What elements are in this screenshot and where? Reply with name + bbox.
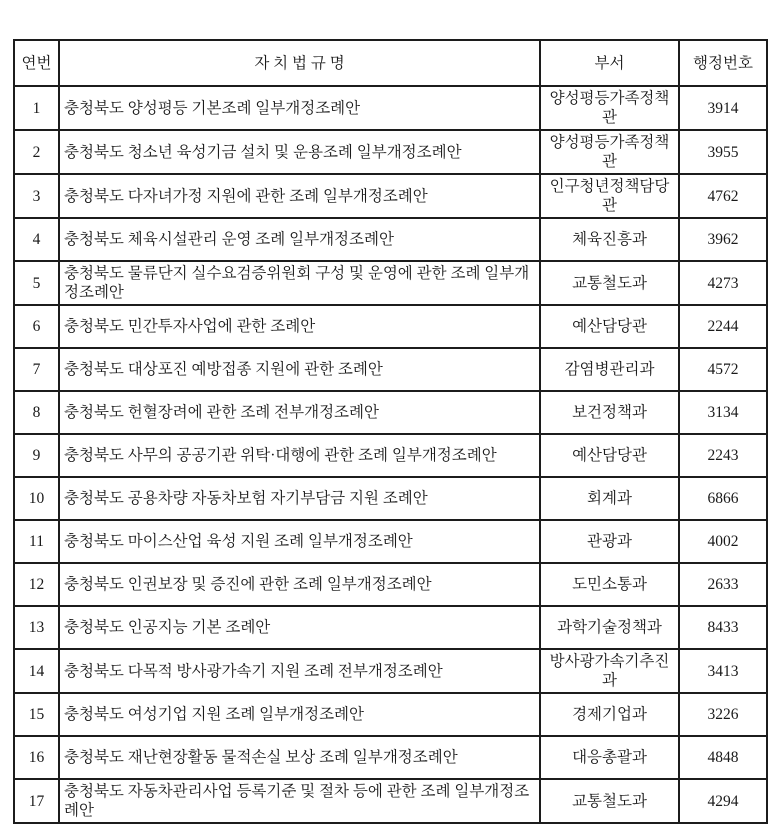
cell-regulation-name: 충청북도 체육시설관리 운영 조례 일부개정조례안	[59, 218, 540, 261]
table-row	[14, 563, 767, 606]
cell-department: 경제기업과	[540, 693, 679, 736]
cell-serial-no: 9	[14, 434, 59, 477]
cell-admin-number: 3955	[679, 130, 767, 174]
cell-serial-no: 13	[14, 606, 59, 649]
cell-regulation-name: 충청북도 마이스산업 육성 지원 조례 일부개정조례안	[59, 520, 540, 563]
cell-regulation-name: 충청북도 자동차관리사업 등록기준 및 절차 등에 관한 조례 일부개정조례안	[59, 779, 540, 823]
cell-regulation-name: 충청북도 인권보장 및 증진에 관한 조례 일부개정조례안	[59, 563, 540, 606]
table-row	[14, 520, 767, 563]
cell-department: 도민소통과	[540, 563, 679, 606]
cell-department: 관광과	[540, 520, 679, 563]
cell-regulation-name: 충청북도 다목적 방사광가속기 지원 조례 전부개정조례안	[59, 649, 540, 693]
cell-admin-number: 4762	[679, 174, 767, 218]
cell-admin-number: 3226	[679, 693, 767, 736]
cell-admin-number: 6866	[679, 477, 767, 520]
cell-regulation-name: 충청북도 여성기업 지원 조례 일부개정조례안	[59, 693, 540, 736]
cell-department: 교통철도과	[540, 779, 679, 823]
cell-regulation-name: 충청북도 양성평등 기본조례 일부개정조례안	[59, 86, 540, 130]
cell-department: 방사광가속기추진과	[540, 649, 679, 693]
header-admin-number: 행정번호	[679, 40, 767, 86]
table-row	[14, 130, 767, 174]
cell-department: 예산담당관	[540, 305, 679, 348]
table-row	[14, 174, 767, 218]
cell-department: 보건정책과	[540, 391, 679, 434]
cell-department: 체육진흥과	[540, 218, 679, 261]
cell-regulation-name: 충청북도 다자녀가정 지원에 관한 조례 일부개정조례안	[59, 174, 540, 218]
cell-serial-no: 12	[14, 563, 59, 606]
cell-regulation-name: 충청북도 공용차량 자동차보험 자기부담금 지원 조례안	[59, 477, 540, 520]
table-row	[14, 477, 767, 520]
cell-serial-no: 4	[14, 218, 59, 261]
table-row	[14, 348, 767, 391]
cell-regulation-name: 충청북도 인공지능 기본 조례안	[59, 606, 540, 649]
cell-serial-no: 5	[14, 261, 59, 305]
cell-department: 양성평등가족정책관	[540, 86, 679, 130]
table-row	[14, 736, 767, 779]
table-row	[14, 218, 767, 261]
cell-admin-number: 4294	[679, 779, 767, 823]
cell-department: 인구청년정책담당관	[540, 174, 679, 218]
table-row	[14, 305, 767, 348]
cell-admin-number: 3134	[679, 391, 767, 434]
table-row	[14, 606, 767, 649]
cell-regulation-name: 충청북도 대상포진 예방접종 지원에 관한 조례안	[59, 348, 540, 391]
cell-serial-no: 7	[14, 348, 59, 391]
regulations-table	[13, 39, 768, 824]
cell-serial-no: 16	[14, 736, 59, 779]
cell-regulation-name: 충청북도 물류단지 실수요검증위원회 구성 및 운영에 관한 조례 일부개정조례안	[59, 261, 540, 305]
cell-serial-no: 10	[14, 477, 59, 520]
cell-serial-no: 1	[14, 86, 59, 130]
table-row	[14, 86, 767, 130]
header-serial-no: 연번	[14, 40, 59, 86]
cell-serial-no: 3	[14, 174, 59, 218]
table-row	[14, 779, 767, 823]
cell-serial-no: 8	[14, 391, 59, 434]
cell-serial-no: 11	[14, 520, 59, 563]
table-row	[14, 391, 767, 434]
cell-serial-no: 17	[14, 779, 59, 823]
cell-admin-number: 2244	[679, 305, 767, 348]
cell-admin-number: 2633	[679, 563, 767, 606]
table-row	[14, 649, 767, 693]
cell-regulation-name: 충청북도 민간투자사업에 관한 조례안	[59, 305, 540, 348]
cell-admin-number: 8433	[679, 606, 767, 649]
table-body	[14, 86, 767, 823]
cell-admin-number: 3914	[679, 86, 767, 130]
cell-department: 대응총괄과	[540, 736, 679, 779]
cell-admin-number: 3962	[679, 218, 767, 261]
cell-admin-number: 4273	[679, 261, 767, 305]
cell-regulation-name: 충청북도 청소년 육성기금 설치 및 운용조례 일부개정조례안	[59, 130, 540, 174]
cell-admin-number: 3413	[679, 649, 767, 693]
cell-department: 감염병관리과	[540, 348, 679, 391]
cell-serial-no: 15	[14, 693, 59, 736]
cell-department: 과학기술정책과	[540, 606, 679, 649]
cell-admin-number: 4002	[679, 520, 767, 563]
table-row	[14, 261, 767, 305]
table-row	[14, 693, 767, 736]
cell-regulation-name: 충청북도 재난현장활동 물적손실 보상 조례 일부개정조례안	[59, 736, 540, 779]
cell-serial-no: 2	[14, 130, 59, 174]
table-header-row	[14, 40, 767, 86]
cell-admin-number: 4848	[679, 736, 767, 779]
cell-admin-number: 2243	[679, 434, 767, 477]
cell-department: 교통철도과	[540, 261, 679, 305]
cell-serial-no: 6	[14, 305, 59, 348]
cell-regulation-name: 충청북도 헌혈장려에 관한 조례 전부개정조례안	[59, 391, 540, 434]
cell-regulation-name: 충청북도 사무의 공공기관 위탁·대행에 관한 조례 일부개정조례안	[59, 434, 540, 477]
cell-admin-number: 4572	[679, 348, 767, 391]
cell-department: 예산담당관	[540, 434, 679, 477]
cell-department: 회계과	[540, 477, 679, 520]
table-row	[14, 434, 767, 477]
cell-department: 양성평등가족정책관	[540, 130, 679, 174]
header-regulation-name: 자 치 법 규 명	[59, 40, 540, 86]
header-department: 부서	[540, 40, 679, 86]
cell-serial-no: 14	[14, 649, 59, 693]
